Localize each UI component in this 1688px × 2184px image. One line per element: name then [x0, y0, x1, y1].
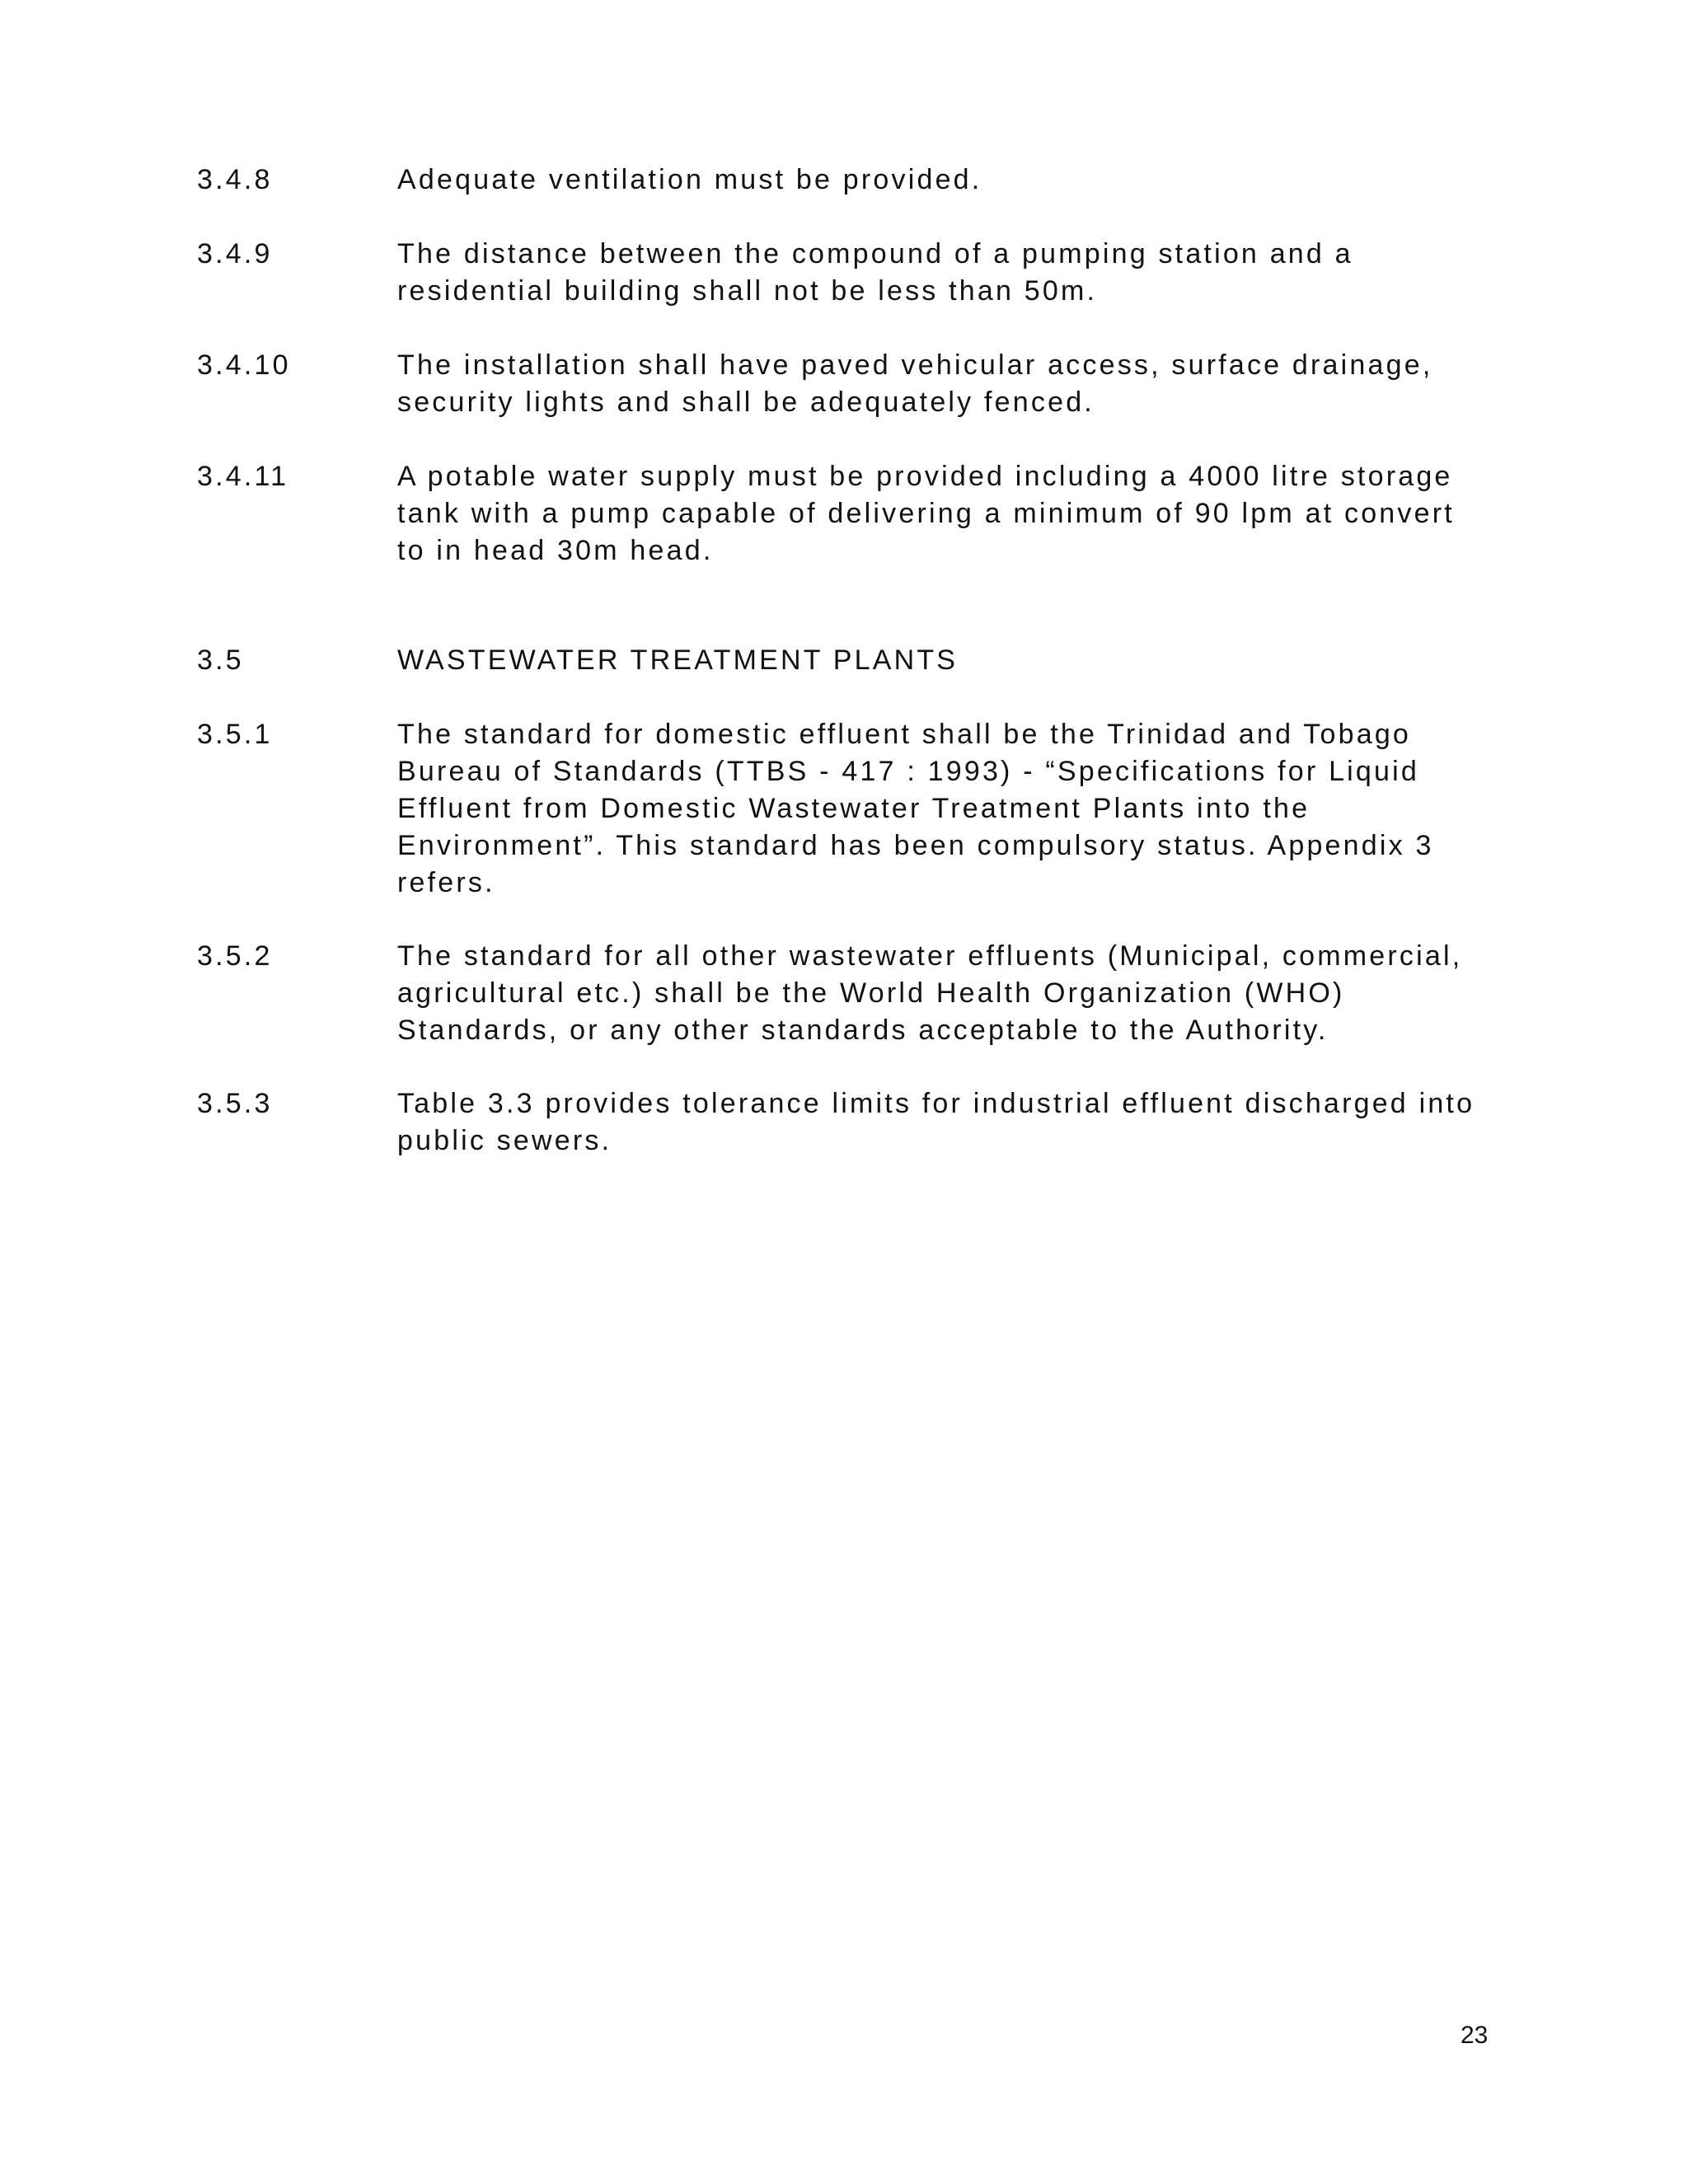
clause-number: 3.4.8 [197, 164, 273, 195]
clause-number: 3.5.2 [197, 940, 273, 972]
clause-number: 3.4.9 [197, 238, 273, 269]
clause-number: 3.4.10 [197, 349, 291, 381]
clause-text: The standard for all other wastewater effluents (Municipal, commercial, agricultural etc.) shall be the World Health Organization (WHO) Standards, or any other standards acceptable to the Authority. [397, 940, 1463, 1046]
clause-text: The installation shall have paved vehicular access, surface drainage, security lights and shall be adequately fenced. [397, 349, 1433, 418]
clause-text: A potable water supply must be provided including a 4000 litre storage tank with a pump capable of delivering a minimum of 90 lpm at convert to in head 30m head. [397, 461, 1455, 566]
clause-number: 3.5.3 [197, 1088, 273, 1119]
clause-text: The standard for domestic effluent shall be the Trinidad and Tobago Bureau of Standards (TTBS - 417 : 1993) - “Specifications for Liquid Effluent from Domestic Wastewater Treatment Plants into the Environment”. This standard has been compulsory status. Appendix 3 refers. [397, 719, 1434, 898]
clause-number: 3.4.11 [197, 461, 289, 492]
page-number: 23 [1461, 2022, 1489, 2049]
section-title: WASTEWATER TREATMENT PLANTS [397, 644, 959, 676]
section-number: 3.5 [197, 644, 244, 676]
clause-text: Table 3.3 provides tolerance limits for industrial effluent discharged into public sewers. [397, 1088, 1475, 1156]
clause-text: The distance between the compound of a pumping station and a residential building shall not be less than 50m. [397, 238, 1353, 307]
clause-text: Adequate ventilation must be provided. [397, 164, 982, 195]
clause-number: 3.5.1 [197, 719, 273, 750]
